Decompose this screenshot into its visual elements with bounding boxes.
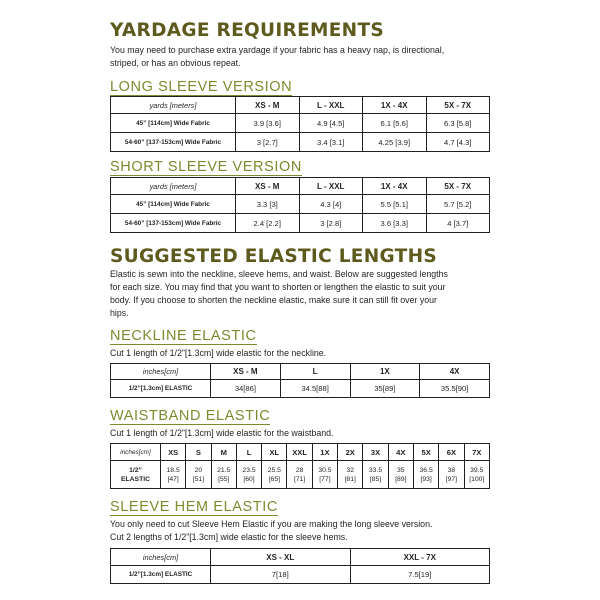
table-corner: inches[cm] — [111, 364, 211, 380]
table-cell: 5.7 [5.2] — [426, 195, 490, 214]
table-corner: yards [meters] — [111, 178, 236, 195]
long-sleeve-title: LONG SLEEVE VERSION — [110, 79, 293, 95]
table-header: 6X — [439, 444, 464, 461]
row-label — [111, 461, 161, 489]
table-cell: 3 [2.8] — [299, 214, 363, 233]
cell-inches: 28 — [295, 466, 304, 474]
table-header: L — [280, 364, 350, 380]
table-cell: 3 [2.7] — [236, 133, 300, 152]
table-corner: yards [meters] — [111, 97, 236, 114]
table-header: XXL — [287, 444, 312, 461]
cell-cm: [65] — [268, 475, 280, 483]
table-cell — [161, 461, 186, 489]
table-cell: 4.7 [4.3] — [426, 133, 490, 152]
cell-cm: [100] — [469, 475, 485, 483]
table-corner: inches[cm] — [111, 549, 211, 566]
elastic-intro-line-4: hips. — [110, 308, 129, 318]
sleeve-hem-note-line-2: Cut 2 lengths of 1/2”[1.3cm] wide elastic for the sleeve hems. — [110, 532, 348, 542]
table-cell: 7[18] — [211, 566, 351, 584]
row-label: 1/2”[1.3cm] ELASTIC — [111, 380, 211, 398]
table-cell — [312, 461, 337, 489]
table-cell: 3.9 [3.6] — [236, 114, 300, 133]
row-label: 45” [114cm] Wide Fabric — [111, 114, 236, 133]
elastic-title: SUGGESTED ELASTIC LENGTHS — [110, 246, 438, 267]
table-cell: 3.6 [3.3] — [363, 214, 427, 233]
row-label: 54-60” [137-153cm] Wide Fabric — [111, 133, 236, 152]
cell-inches: 20 — [194, 466, 203, 474]
table-cell: 5.5 [5.1] — [363, 195, 427, 214]
cell-inches: 21.5 — [217, 466, 231, 474]
table-header: XXL - 7X — [350, 549, 490, 566]
table-row — [111, 380, 490, 398]
table-cell: 35[89] — [350, 380, 420, 398]
table-cell — [186, 461, 211, 489]
yardage-intro-line-2: striped, or has an obvious repeat. — [110, 58, 241, 68]
table-cell: 35.5[90] — [420, 380, 490, 398]
table-cell: 34.5[88] — [280, 380, 350, 398]
cell-inches: 18.5 — [166, 466, 180, 474]
table-header: L - XXL — [299, 97, 363, 114]
table-cell: 7.5[19] — [350, 566, 490, 584]
table-row — [111, 133, 490, 152]
cell-inches: 39.5 — [470, 466, 484, 474]
yardage-title: YARDAGE REQUIREMENTS — [110, 20, 384, 41]
table-cell: 4.25 [3.9] — [363, 133, 427, 152]
neckline-note: Cut 1 length of 1/2”[1.3cm] wide elastic for the neckline. — [110, 348, 327, 358]
elastic-intro-line-1: Elastic is sewn into the neckline, sleeve hems, and waist. Below are suggested lengths — [110, 269, 448, 279]
row-label: 45” [114cm] Wide Fabric — [111, 195, 236, 214]
table-header: 7X — [464, 444, 489, 461]
table-cell: 3.3 [3] — [236, 195, 300, 214]
table-header: XS — [161, 444, 186, 461]
table-cell — [388, 461, 413, 489]
cell-cm: [47] — [167, 475, 179, 483]
cell-cm: [97] — [445, 475, 458, 483]
table-cell: 4 [3.7] — [426, 214, 490, 233]
cell-inches: 23.5 — [242, 466, 256, 474]
table-cell: 34[86] — [211, 380, 281, 398]
table-header: XS - M — [236, 97, 300, 114]
table-corner: inches[cm] — [111, 444, 161, 461]
cell-inches: 36.5 — [419, 466, 433, 474]
table-cell: 6.1 [5.6] — [363, 114, 427, 133]
table-row — [111, 566, 490, 584]
waistband-header-row — [111, 444, 490, 461]
table-header: XS - XL — [211, 549, 351, 566]
cell-cm: [85] — [369, 475, 382, 483]
table-cell: 4.3 [4] — [299, 195, 363, 214]
table-header: 5X - 7X — [426, 97, 490, 114]
short-sleeve-table — [110, 177, 490, 233]
table-header: 2X — [338, 444, 363, 461]
table-cell: 2.4 [2.2] — [236, 214, 300, 233]
table-cell — [338, 461, 363, 489]
table-cell — [236, 461, 261, 489]
row-label: 54-60” [137-153cm] Wide Fabric — [111, 214, 236, 233]
cell-cm: [51] — [192, 475, 205, 483]
table-cell — [262, 461, 287, 489]
cell-inches: 30.5 — [318, 466, 332, 474]
waistband-note: Cut 1 length of 1/2”[1.3cm] wide elastic for the waistband. — [110, 428, 334, 438]
table-header: XS - M — [236, 178, 300, 195]
sleeve-hem-note-line-1: You only need to cut Sleeve Hem Elastic if you are making the long sleeve version. — [110, 519, 433, 529]
table-cell — [363, 461, 388, 489]
table-header: M — [211, 444, 236, 461]
cell-cm: [89] — [395, 475, 407, 483]
table-cell: 4.9 [4.5] — [299, 114, 363, 133]
table-header: L - XXL — [299, 178, 363, 195]
table-header: 1X — [350, 364, 420, 380]
table-header: 1X — [312, 444, 337, 461]
cell-inches: 32 — [346, 466, 354, 474]
sleeve-hem-title: SLEEVE HEM ELASTIC — [110, 499, 278, 515]
cell-inches: 38 — [447, 466, 456, 474]
table-cell — [287, 461, 312, 489]
table-cell: 3.4 [3.1] — [299, 133, 363, 152]
cell-inches: 25.5 — [267, 466, 281, 474]
elastic-intro-line-3: body. If you choose to shorten the neckline elastic, make sure it can still fit over your — [110, 295, 437, 305]
long-sleeve-table — [110, 96, 490, 152]
neckline-title: NECKLINE ELASTIC — [110, 328, 257, 344]
cell-cm: [77] — [319, 475, 331, 483]
table-header: L — [236, 444, 261, 461]
row-label-line-1: 1/2” — [129, 466, 142, 474]
table-cell — [439, 461, 464, 489]
table-cell — [464, 461, 489, 489]
short-sleeve-title: SHORT SLEEVE VERSION — [110, 159, 302, 175]
cell-cm: [71] — [293, 475, 306, 483]
table-row — [111, 114, 490, 133]
cell-cm: [55] — [218, 475, 230, 483]
neckline-table — [110, 363, 490, 398]
table-cell — [211, 461, 236, 489]
sleeve-hem-table — [110, 548, 490, 584]
cell-cm: [81] — [344, 475, 356, 483]
cell-inches: 35 — [397, 466, 405, 474]
table-header: 4X — [420, 364, 490, 380]
yardage-intro-line-1: You may need to purchase extra yardage if your fabric has a heavy nap, is directional, — [110, 45, 445, 55]
row-label-line-2: ELASTIC — [120, 475, 151, 483]
table-row — [111, 461, 490, 489]
row-label: 1/2”[1.3cm] ELASTIC — [111, 566, 211, 584]
cell-cm: [93] — [420, 475, 432, 483]
table-header: 5X - 7X — [426, 178, 490, 195]
table-header: 5X — [413, 444, 438, 461]
waistband-title: WAISTBAND ELASTIC — [110, 408, 271, 424]
table-row — [111, 195, 490, 214]
waistband-table — [110, 443, 490, 489]
table-header: 4X — [388, 444, 413, 461]
table-header: XL — [262, 444, 287, 461]
table-header: 1X - 4X — [363, 97, 427, 114]
table-header: XS - M — [211, 364, 281, 380]
cell-cm: [60] — [243, 475, 255, 483]
elastic-intro-line-2: for each size. You may find that you want to shorten or lengthen the elastic to suit your — [110, 282, 446, 292]
table-row — [111, 214, 490, 233]
table-cell: 6.3 [5.8] — [426, 114, 490, 133]
table-header: S — [186, 444, 211, 461]
cell-inches: 33.5 — [368, 466, 383, 474]
table-header: 3X — [363, 444, 388, 461]
table-cell — [413, 461, 438, 489]
table-header: 1X - 4X — [363, 178, 427, 195]
